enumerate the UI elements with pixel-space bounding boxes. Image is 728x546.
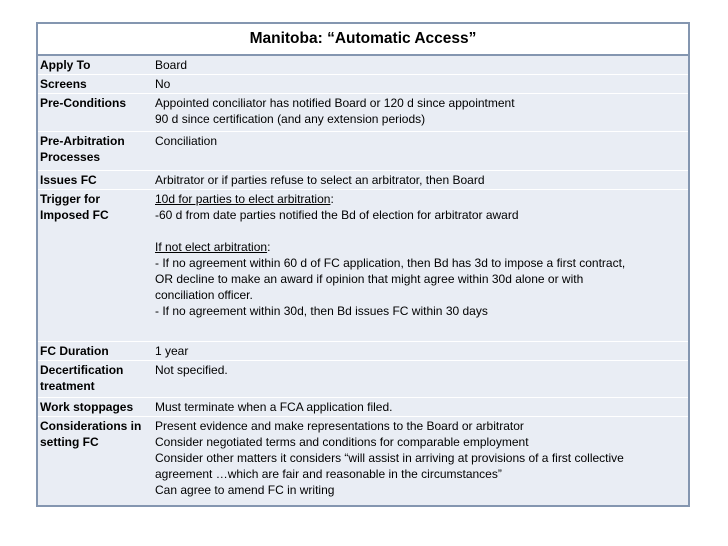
table-row-pre-arbitration — [38, 132, 688, 171]
row-value: 1 year — [155, 344, 189, 358]
value-line: Can agree to amend FC in writing — [155, 483, 335, 497]
table-row-fc-duration — [38, 342, 688, 361]
label-line: treatment — [40, 379, 95, 393]
underlined-heading: 10d for parties to elect arbitration — [155, 192, 331, 206]
value-line: Consider other matters it considers “will assist in arriving at provisions of a first collective — [155, 451, 624, 465]
label-line: Considerations in — [40, 419, 142, 433]
row-value — [155, 94, 688, 131]
value-line — [155, 191, 684, 207]
row-label — [38, 190, 155, 341]
value-line: Consider negotiated terms and conditions for comparable employment — [155, 435, 529, 449]
row-label: Pre-Conditions — [40, 96, 126, 110]
table-row-screens — [38, 75, 688, 94]
heading-suffix: : — [330, 192, 334, 206]
table-row-trigger — [38, 190, 688, 342]
value-line — [155, 239, 684, 255]
label-line: Trigger for — [40, 192, 101, 206]
row-label — [38, 417, 155, 505]
value-line: conciliation officer. — [155, 288, 253, 302]
row-label: Screens — [40, 77, 87, 91]
value-line: - If no agreement within 30d, then Bd issues FC within 30 days — [155, 304, 488, 318]
row-label — [38, 361, 155, 397]
table-row-decertification — [38, 361, 688, 398]
table-row-apply-to — [38, 56, 688, 75]
row-label: Apply To — [40, 58, 91, 72]
table-row-pre-conditions — [38, 94, 688, 132]
table-title: Manitoba: “Automatic Access” — [38, 24, 688, 56]
value-line: agreement …which are fair and reasonable in the circumstances” — [155, 467, 502, 481]
value-line: -60 d from date parties notified the Bd of election for arbitrator award — [155, 208, 519, 222]
label-line: Processes — [40, 150, 101, 164]
underlined-heading: If not elect arbitration — [155, 240, 268, 254]
label-line: Decertification — [40, 363, 124, 377]
row-label: FC Duration — [40, 344, 109, 358]
table-row-considerations — [38, 417, 688, 505]
row-value: Arbitrator or if parties refuse to select an arbitrator, then Board — [155, 173, 485, 187]
label-line: Pre-Arbitration — [40, 134, 125, 148]
value-line: Present evidence and make representations to the Board or arbitrator — [155, 419, 524, 433]
row-label: Issues FC — [40, 173, 97, 187]
row-label — [38, 132, 155, 170]
spacer — [155, 223, 684, 239]
row-label: Work stoppages — [40, 400, 134, 414]
label-line: Imposed FC — [40, 208, 109, 222]
row-value: No — [155, 77, 171, 91]
table-body — [38, 56, 688, 505]
label-line: setting FC — [40, 435, 99, 449]
row-value: Conciliation — [155, 134, 218, 148]
value-line: Appointed conciliator has notified Board or 120 d since appointment — [155, 96, 515, 110]
row-value: Board — [155, 58, 188, 72]
row-value — [155, 417, 688, 505]
value-line: - If no agreement within 60 d of FC application, then Bd has 3d to impose a first contract, — [155, 256, 626, 270]
table-row-work-stoppages — [38, 398, 688, 417]
info-table — [36, 22, 690, 507]
row-value: Must terminate when a FCA application filed. — [155, 400, 393, 414]
value-line: OR decline to make an award if opinion that might agree within 30d alone or with — [155, 272, 584, 286]
row-value — [155, 190, 688, 341]
table-row-issues-fc — [38, 171, 688, 190]
row-value: Not specified. — [155, 363, 228, 377]
heading-suffix: : — [267, 240, 271, 254]
value-line: 90 d since certification (and any extension periods) — [155, 112, 426, 126]
